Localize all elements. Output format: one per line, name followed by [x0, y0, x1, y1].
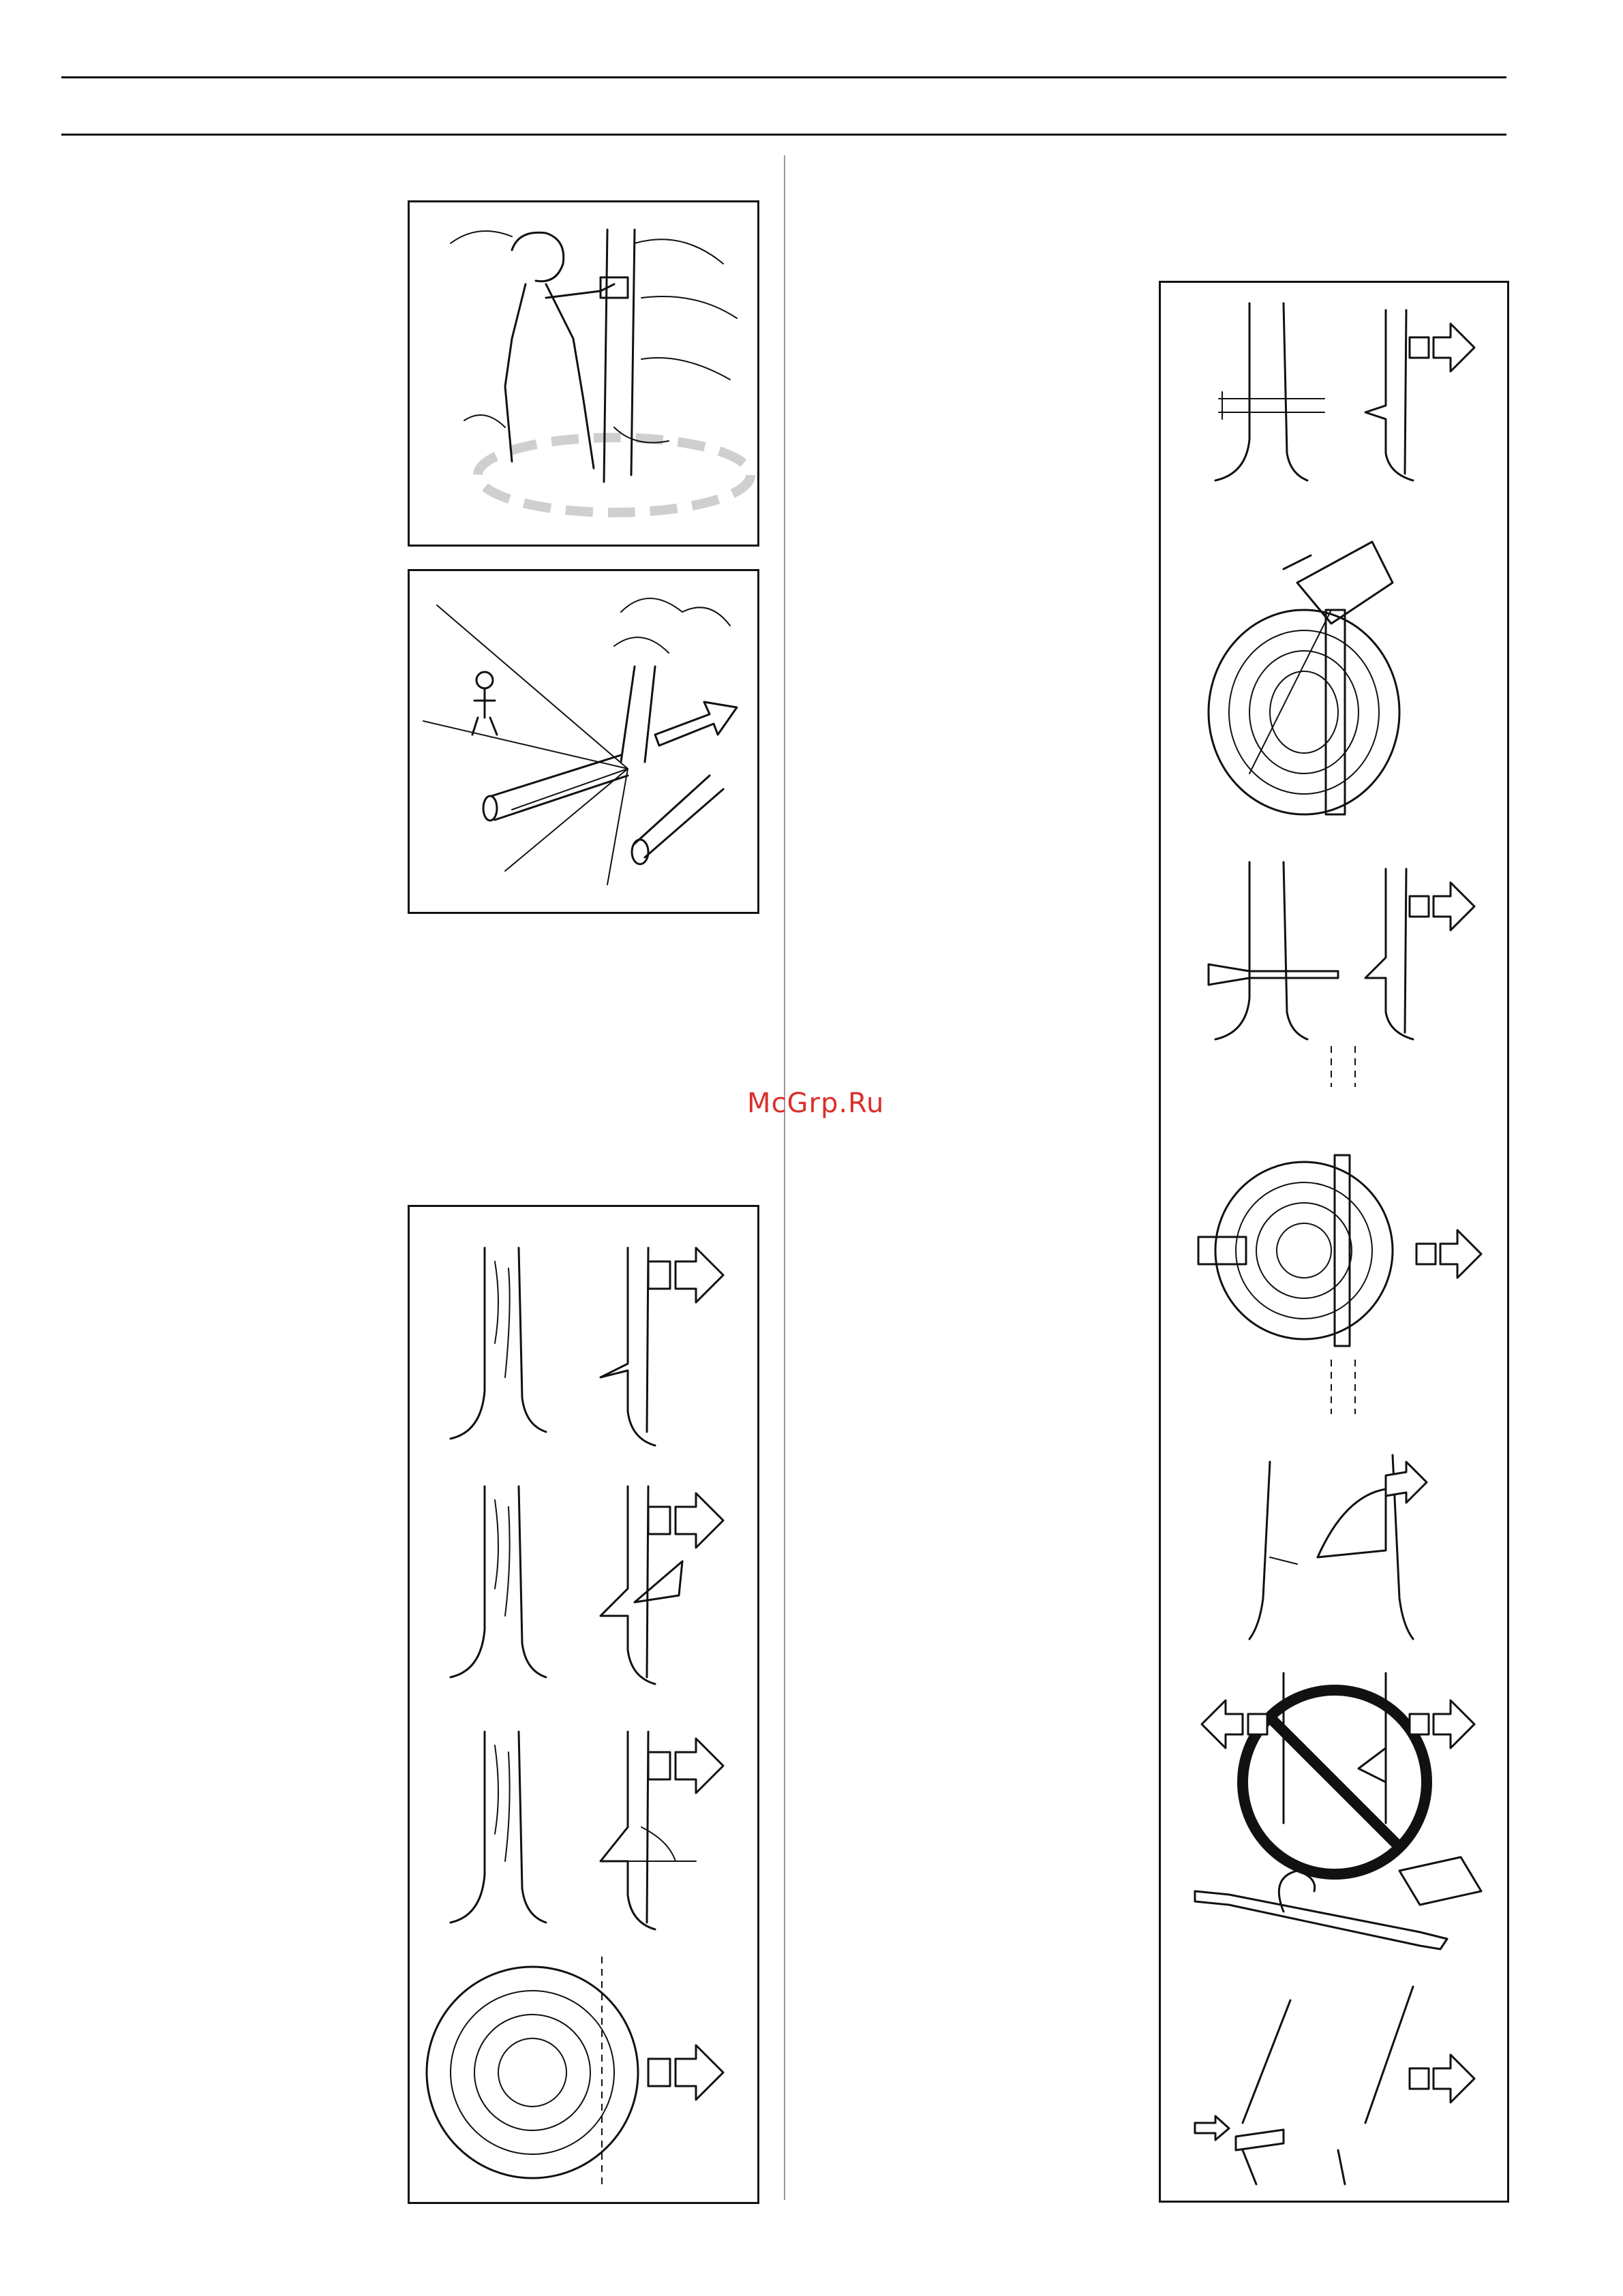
notch-sequence-illustration — [410, 1207, 757, 2202]
cut-panel-final-felling — [1195, 1987, 1474, 2184]
figure-felling-cuts-and-tools — [1159, 281, 1509, 2203]
cut-panel-back-cut — [1209, 862, 1474, 1039]
notch-step-top-view — [427, 1957, 723, 2188]
cut-panel-hinge-width-top-view — [1198, 1046, 1481, 1414]
felling-cuts-illustration — [1161, 283, 1507, 2201]
notch-step-2 — [451, 1486, 723, 1684]
notch-step-1 — [451, 1248, 723, 1445]
watermark-text: McGrp.Ru — [747, 1088, 885, 1119]
header-rule-bottom — [61, 134, 1506, 136]
danger-zone-illustration — [410, 571, 757, 912]
notch-step-3 — [451, 1732, 723, 1929]
figure-chainsaw-operator-at-tree — [408, 200, 759, 547]
header-rule-top — [61, 76, 1506, 78]
cut-panel-saw-top-view — [1209, 542, 1399, 814]
cut-panel-prohibited-cut — [1202, 1673, 1474, 1874]
cut-panel-hinge-height — [1215, 303, 1474, 480]
cut-panel-felling-wedge — [1249, 1455, 1427, 1639]
figure-felling-notch-sequence — [408, 1205, 759, 2204]
figure-felling-danger-zone — [408, 569, 759, 914]
column-divider — [784, 155, 785, 2200]
operator-illustration — [410, 202, 757, 545]
